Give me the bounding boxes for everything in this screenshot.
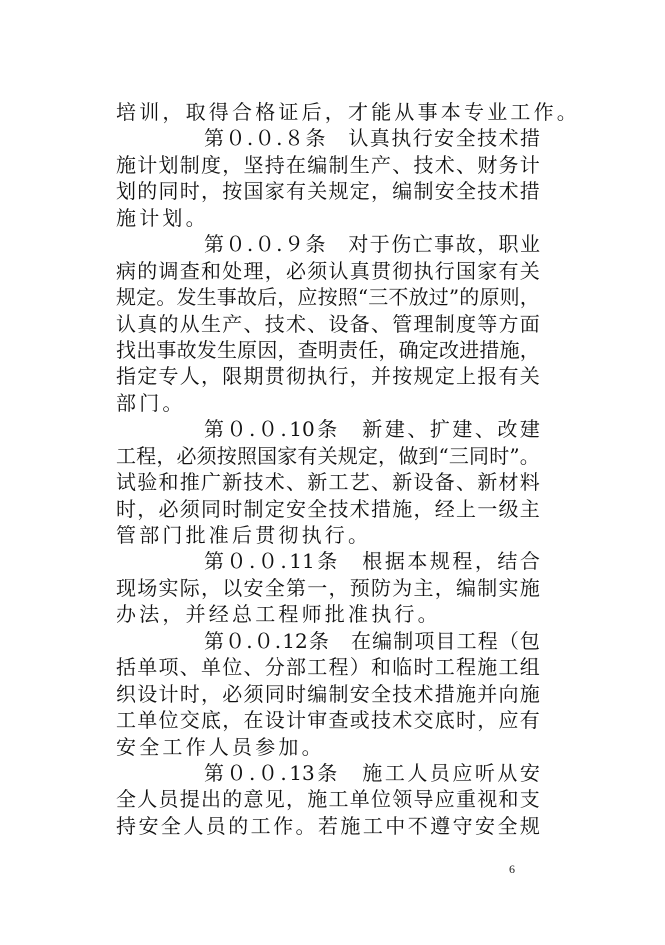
text-line: 施 计 划 制 度 ， 坚 持 在 编 制 生 产 、 技 术 、 财 务 计 (116, 152, 540, 177)
text-line: 持 安 全 人 员 的 工 作 。 若 施 工 中 不 遵 守 安 全 规 (116, 813, 540, 838)
text-line: 括 单 项 、 单 位 、 分 部 工 程 ） 和 临 时 工 程 施 工 组 (116, 655, 540, 680)
article-heading-line: 第 ０ . ０ . 12 条 在 编 制 项 目 工 程 （ 包 (204, 628, 540, 653)
text-line: 时 ， 必 须 同 时 制 定 安 全 技 术 措 施 ， 经 上 一 级 主 (116, 496, 540, 521)
text-line: 织 设 计 时 ， 必 须 同 时 编 制 安 全 技 术 措 施 并 向 施 (116, 681, 540, 706)
article-heading-line: 第 ０ . ０ . ９ 条 对 于 伤 亡 事 故 ， 职 业 (204, 232, 540, 257)
article-heading-line: 第 ０ . ０ . ８ 条 认 真 执 行 安 全 技 术 措 (204, 126, 540, 151)
article-heading-line: 第 ０ . ０ . 11 条 根 据 本 规 程 ， 结 合 (204, 549, 540, 574)
page-number: 6 (509, 862, 515, 876)
text-line: 部门。 (116, 390, 186, 415)
text-line: 工 单 位 交 底 ， 在 设 计 审 查 或 技 术 交 底 时 ， 应 有 (116, 708, 540, 733)
body-text (116, 99, 580, 839)
text-line: 指 定 专 人 ， 限 期 贯 彻 执 行 ， 并 按 规 定 上 报 有 关 (116, 364, 540, 389)
text-line: 培训，取得合格证后，才能从事本专业工作。 (116, 100, 580, 124)
text-line: 划 的 同 时 ， 按 国 家 有 关 规 定 ， 编 制 安 全 技 术 措 (116, 179, 540, 204)
text-line: 施计划。 (116, 205, 209, 230)
text-line: 认 真 的 从 生 产 、 技 术 、 设 备 、 管 理 制 度 等 方 面 (116, 311, 540, 336)
text-line: 规 定 。 发 生 事 故 后 ， 应 按 照 “ 三 不 放 过 ” 的 原 则 ， (116, 285, 540, 310)
text-line: 办法，并经总工程师批准执行。 (116, 602, 441, 627)
text-line: 找 出 事 故 发 生 原 因 ， 查 明 责 任 ， 确 定 改 进 措 施 ， (116, 337, 540, 362)
text-line: 全 人 员 提 出 的 意 见 ， 施 工 单 位 领 导 应 重 视 和 支 (116, 787, 540, 812)
article-heading-line: 第 ０ . ０ . 13 条 施 工 人 员 应 听 从 安 (204, 760, 540, 785)
text-line: 安全工作人员参加。 (116, 734, 325, 759)
text-line: 试 验 和 推 广 新 技 术 、 新 工 艺 、 新 设 备 、 新 材 料 (116, 470, 540, 495)
text-line: 病 的 调 查 和 处 理 ， 必 须 认 真 贯 彻 执 行 国 家 有 关 (116, 258, 540, 283)
text-line: 现 场 实 际 ， 以 安 全 第 一 ， 预 防 为 主 ， 编 制 实 施 (116, 575, 540, 600)
article-heading-line: 第 ０ . ０ . 10 条 新 建 、 扩 建 、 改 建 (204, 417, 540, 442)
text-line: 管部门批准后贯彻执行。 (116, 523, 372, 547)
text-line: 工 程 ， 必 须 按 照 国 家 有 关 规 定 ， 做 到 “ 三 同 时 ” 。 (116, 443, 540, 468)
